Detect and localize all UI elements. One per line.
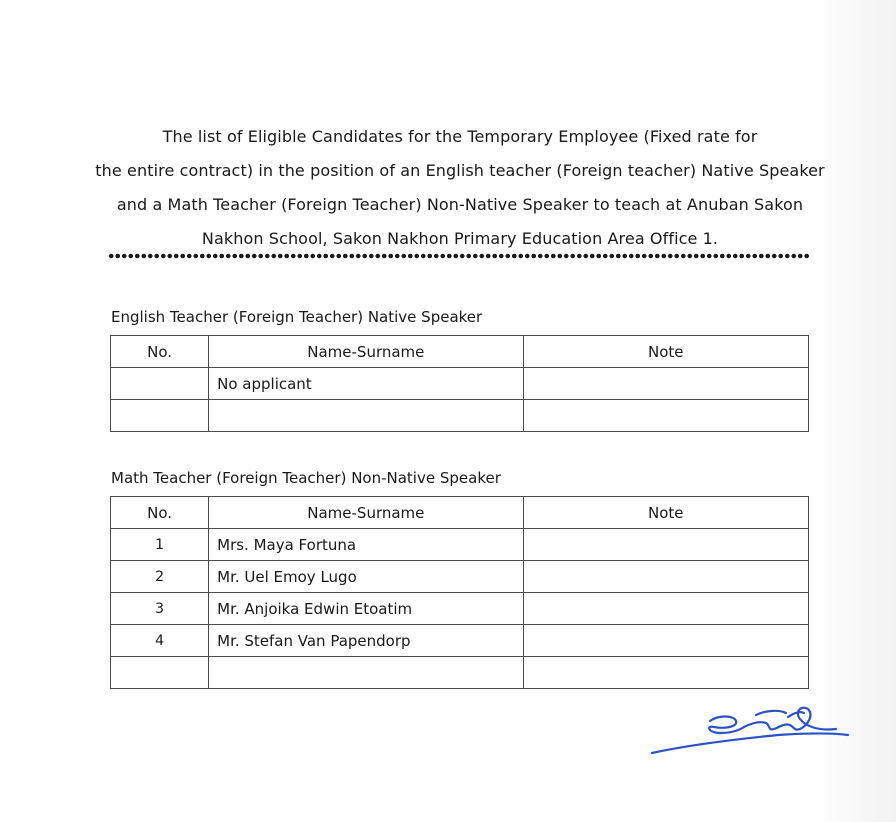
cell-note [523, 400, 808, 432]
cell-name: Mr. Stefan Van Papendorp [209, 625, 523, 657]
cell-name [209, 657, 523, 689]
table-header-row [111, 336, 809, 368]
header-note: Note [523, 497, 808, 529]
table-row [111, 529, 809, 561]
table-row [111, 561, 809, 593]
cell-note [523, 529, 808, 561]
header-name-surname: Name-Surname [209, 497, 523, 529]
cell-note [523, 561, 808, 593]
handwritten-signature [648, 695, 853, 760]
heading-line-4: Nakhon School, Sakon Nakhon Primary Education Area Office 1. [201, 229, 719, 248]
math-teacher-table [110, 496, 809, 689]
heading-line-1: The list of Eligible Candidates for the Temporary Employee (Fixed rate for [162, 127, 758, 146]
header-note: Note [523, 336, 808, 368]
cell-no [111, 368, 209, 400]
table-row [111, 593, 809, 625]
cell-note [523, 368, 808, 400]
heading-line-2: the entire contract) in the position of an English teacher (Foreign teacher) Native Speaker [95, 161, 825, 180]
cell-name: Mr. Anjoika Edwin Etoatim [209, 593, 523, 625]
section-title-english-teacher: English Teacher (Foreign Teacher) Native Speaker [111, 308, 483, 326]
header-no: No. [111, 336, 209, 368]
cell-no: 3 [111, 593, 209, 625]
english-teacher-table [110, 335, 809, 432]
cell-name: No applicant [209, 368, 523, 400]
cell-no: 2 [111, 561, 209, 593]
cell-no: 4 [111, 625, 209, 657]
cell-no: 1 [111, 529, 209, 561]
dotted-divider [108, 253, 810, 259]
table-row [111, 400, 809, 432]
cell-name [209, 400, 523, 432]
cell-no [111, 400, 209, 432]
cell-note [523, 625, 808, 657]
header-no: No. [111, 497, 209, 529]
heading-line-3: and a Math Teacher (Foreign Teacher) Non-Native Speaker to teach at Anuban Sakon [116, 195, 804, 214]
table-row [111, 657, 809, 689]
cell-note [523, 657, 808, 689]
section-title-math-teacher: Math Teacher (Foreign Teacher) Non-Native Speaker [111, 469, 501, 487]
cell-note [523, 593, 808, 625]
document-heading [95, 120, 825, 256]
table-row [111, 368, 809, 400]
header-name-surname: Name-Surname [209, 336, 523, 368]
cell-name: Mrs. Maya Fortuna [209, 529, 523, 561]
table-header-row [111, 497, 809, 529]
cell-name: Mr. Uel Emoy Lugo [209, 561, 523, 593]
cell-no [111, 657, 209, 689]
table-row [111, 625, 809, 657]
